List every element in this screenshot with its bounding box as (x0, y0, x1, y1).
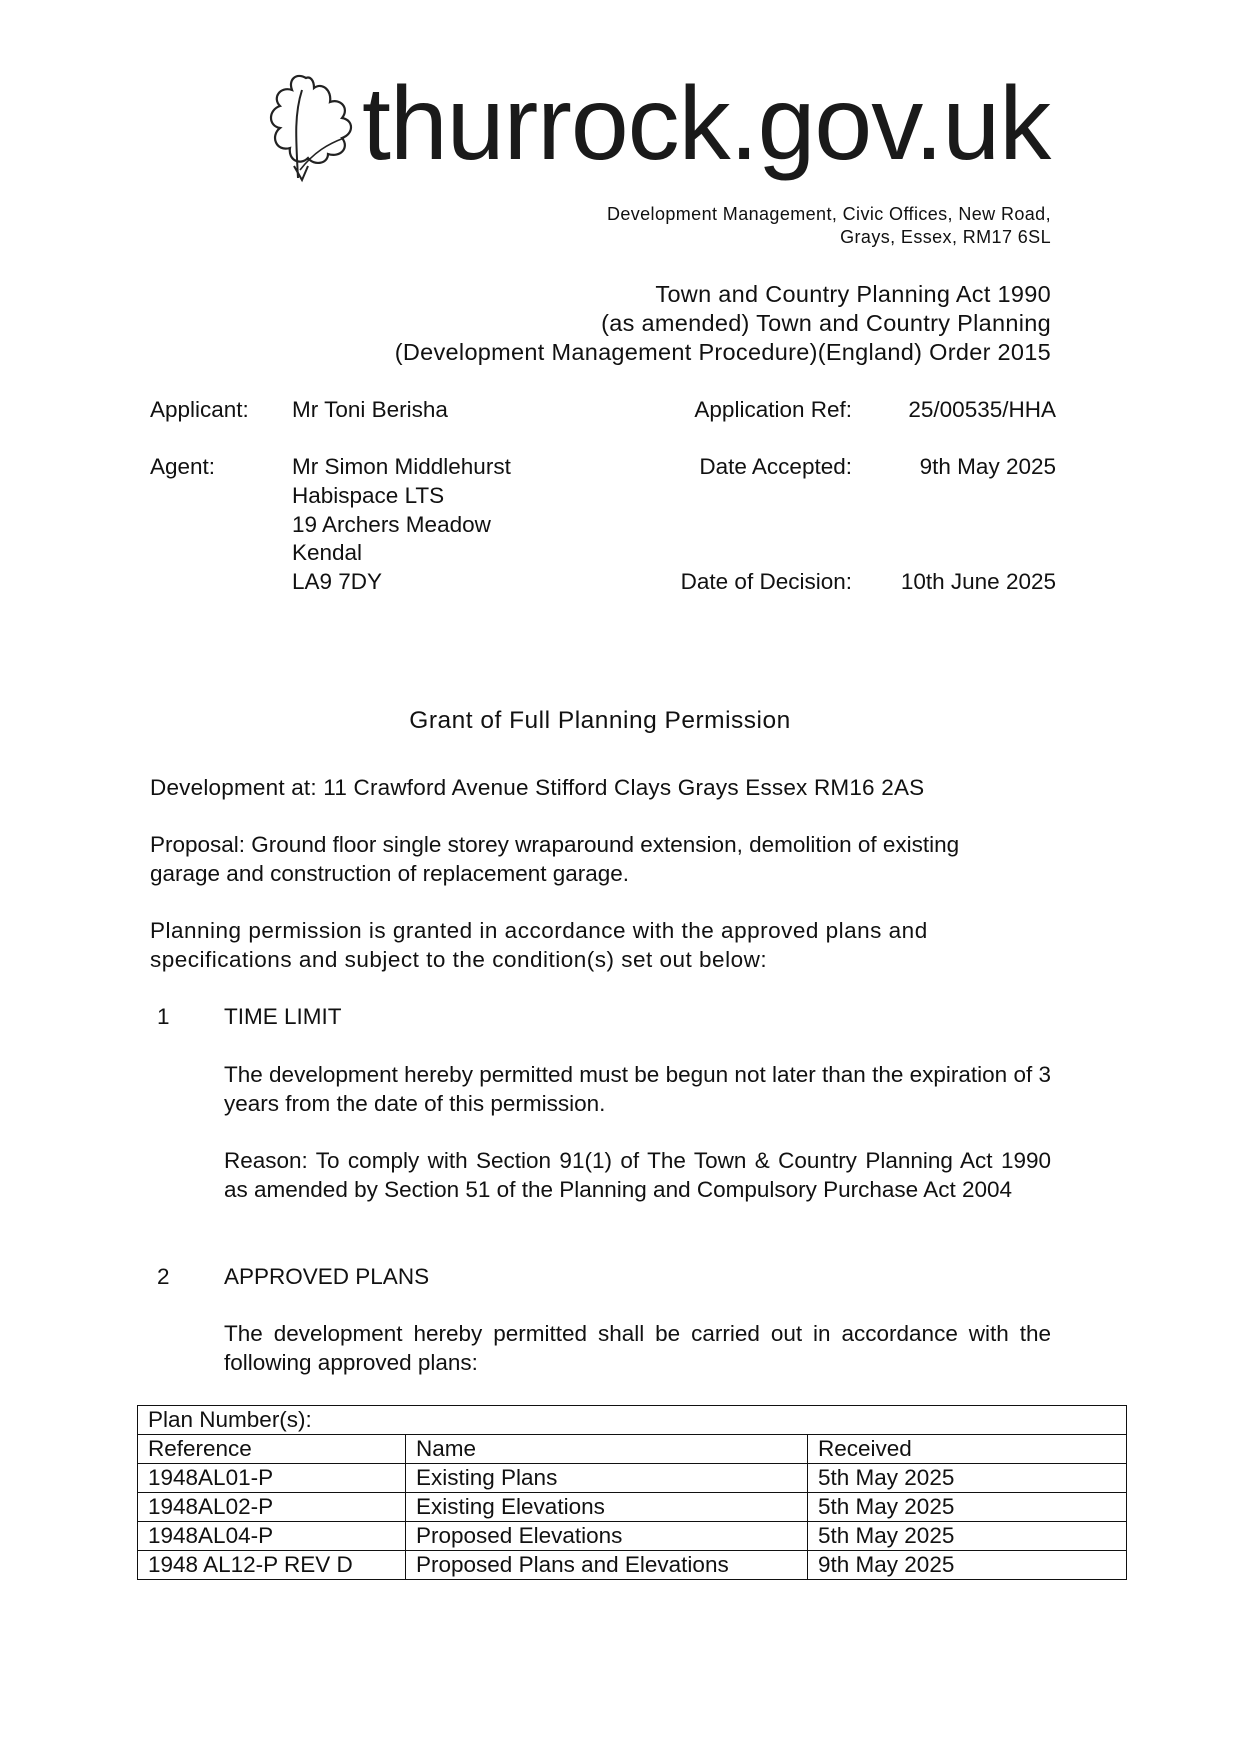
logo-text: thurrock.gov.uk (362, 66, 1051, 182)
date-accepted-value: 9th May 2025 (919, 454, 1056, 479)
document-title: Grant of Full Planning Permission (409, 707, 791, 734)
header-reference: Reference (138, 1435, 406, 1464)
date-of-decision-label: Date of Decision: (680, 569, 852, 594)
agent-label: Agent: (150, 454, 216, 479)
table-title-row (138, 1406, 1127, 1435)
condition-heading: APPROVED PLANS (224, 1264, 430, 1289)
date-accepted-label: Date Accepted: (699, 454, 852, 479)
act-line: (Development Management Procedure)(England) Order 2015 (394, 339, 1051, 365)
cell-reference: 1948AL04-P (138, 1522, 406, 1551)
proposal: Proposal: Ground floor single storey wraparound extension, demolition of existing garage and construction of replacement garage. (150, 832, 960, 886)
address-line: Development Management, Civic Offices, New Road, (606, 204, 1051, 224)
agent-line: Habispace LTS (292, 483, 445, 508)
cell-received: 9th May 2025 (808, 1551, 1127, 1580)
address-line: Grays, Essex, RM17 6SL (840, 227, 1051, 247)
act-line: (as amended) Town and Country Planning (601, 310, 1051, 336)
table-title: Plan Number(s): (138, 1406, 1127, 1435)
application-ref-value: 25/00535/HHA (908, 397, 1056, 422)
condition-number: 1 (157, 1004, 170, 1029)
condition-number: 2 (157, 1264, 170, 1289)
cell-reference: 1948AL02-P (138, 1493, 406, 1522)
applicant-value: Mr Toni Berisha (292, 397, 448, 422)
applicant-label: Applicant: (150, 397, 249, 422)
table-row (138, 1493, 1127, 1522)
table-row (138, 1464, 1127, 1493)
table-row (138, 1551, 1127, 1580)
header-received: Received (808, 1435, 1127, 1464)
cell-received: 5th May 2025 (808, 1464, 1127, 1493)
thurrock-logo (266, 66, 1056, 185)
condition-text: The development hereby permitted must be begun not later than the expiration of 3 years from the date of this permission. (224, 1062, 1051, 1116)
oak-leaf-icon (266, 70, 361, 185)
cell-name: Existing Plans (406, 1464, 808, 1493)
act-line: Town and Country Planning Act 1990 (655, 281, 1051, 307)
agent-line: LA9 7DY (292, 569, 383, 594)
cell-name: Existing Elevations (406, 1493, 808, 1522)
agent-line: 19 Archers Meadow (292, 512, 491, 537)
condition-text: The development hereby permitted shall be carried out in accordance with the following approved plans: (224, 1321, 1051, 1375)
cell-received: 5th May 2025 (808, 1522, 1127, 1551)
approved-plans-table (137, 1405, 1127, 1580)
application-ref-label: Application Ref: (694, 397, 852, 422)
cell-received: 5th May 2025 (808, 1493, 1127, 1522)
cell-name: Proposed Elevations (406, 1522, 808, 1551)
cell-name: Proposed Plans and Elevations (406, 1551, 808, 1580)
condition-heading: TIME LIMIT (224, 1004, 342, 1029)
cell-reference: 1948AL01-P (138, 1464, 406, 1493)
cell-reference: 1948 AL12-P REV D (138, 1551, 406, 1580)
condition-reason: Reason: To comply with Section 91(1) of The Town & Country Planning Act 1990 as amended by Section 51 of the Planning and Compulsory Purchase Act 2004 (224, 1148, 1051, 1202)
table-row (138, 1522, 1127, 1551)
agent-line: Kendal (292, 540, 363, 565)
header-name: Name (406, 1435, 808, 1464)
date-of-decision-value: 10th June 2025 (900, 569, 1056, 594)
table-header-row (138, 1435, 1127, 1464)
agent-line: Mr Simon Middlehurst (292, 454, 511, 479)
permission-statement: Planning permission is granted in accordance with the approved plans and specifications and subject to the condition(s) set out below: (150, 918, 928, 972)
development-address: Development at: 11 Crawford Avenue Stifford Clays Grays Essex RM16 2AS (150, 775, 925, 800)
